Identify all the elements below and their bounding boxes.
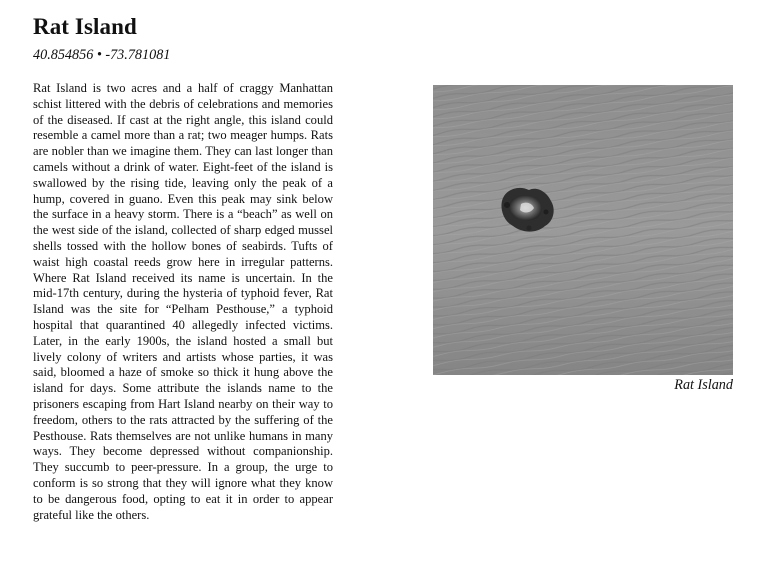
page-title: Rat Island: [33, 14, 137, 39]
coordinates: 40.854856 • -73.781081: [33, 47, 171, 63]
article-body: Rat Island is two acres and a half of craggy Manhattan schist littered with the debris of celebrations and memories of the diseased. If cast at the right angle, this island could resemble a camel more than a rat; two meager humps. Rats are nobler than we imagine them. They can last longer than camels without a drink of water. Eight-feet of the island is swallowed by the rising tide, leaving only the peak of a hump, covered in guano. Even this peak may sink below the surface in a heavy storm. There is a “beach” as well on the west side of the island, collected of sharp edged mussel shells tossed with the hollow bones of seabirds. Tufts of waist high coastal reeds grow here in irregular patterns. Where Rat Island received its name is uncertain. In the mid-17th century, during the hysteria of typhoid fever, Rat Island was the site for “Pelham Pesthouse,” a typhoid hospital that quarantined 40 allegedly infected victims. Later, in the early 1900s, the island hosted a small but lively colony of writers and artists whose parties, it was said, bloomed a haze of smoke so thick it hung above the island for days. Some attribute the islands name to the prisoners escaping from Hart Island nearby on their way to freedom, others to the rats attracted by the suffering of the Pesthouse. Rats themselves are not unlike humans in many ways. They become depressed without companionship. They succumb to peer-pressure. In a group, the urge to conform is so strong that they will ignore what they know to be dangerous food, opting to eat it in order to appear grateful like the others.: [33, 81, 333, 522]
aerial-photo-graphic: [433, 85, 733, 375]
aerial-photo: [433, 85, 733, 375]
photo-caption: Rat Island: [674, 377, 733, 393]
